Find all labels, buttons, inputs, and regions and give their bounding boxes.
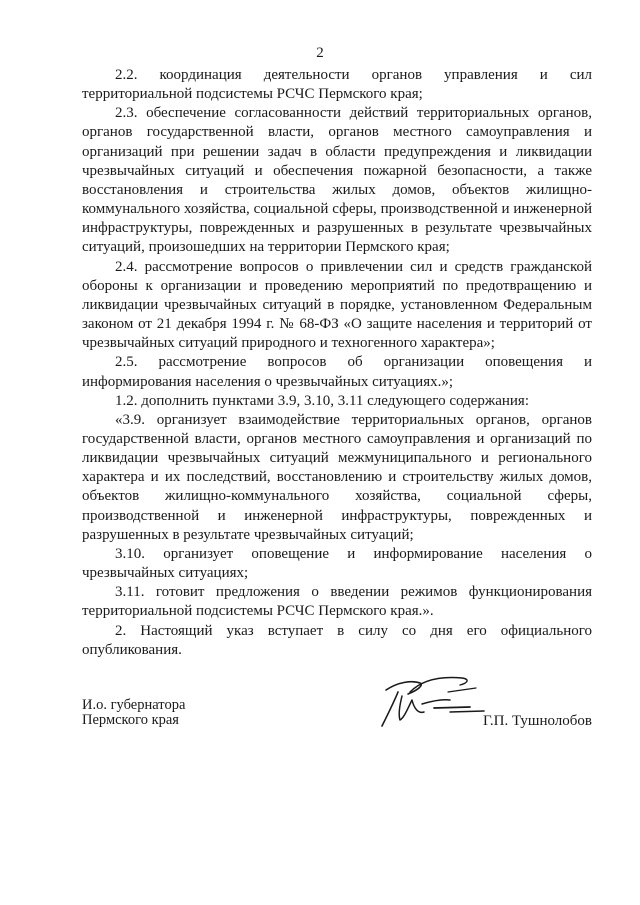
signatory-title	[82, 698, 185, 728]
signatory-name: Г.П. Тушнолобов	[482, 713, 592, 729]
document-body	[82, 66, 592, 660]
page-number: 2	[316, 45, 324, 61]
paragraph-1-2: 1.2. дополнить пунктами 3.9, 3.10, 3.11 следующего содержания:	[115, 392, 529, 409]
handwritten-signature	[378, 674, 498, 732]
signatory-title-line-1: И.о. губернатора	[82, 697, 186, 713]
paragraph-2-4: 2.4. рассмотрение вопросов о привлечении сил и средств гражданской обороны к организации и проведению мероприятий по предотвращению и ликвидации чрезвычайных ситуаций в порядке, установленном Федеральным законом от 21 декабря 1994 г. № 68-ФЗ «О защите населения и территорий от чрезвычайных ситуаций природного и техногенного характера»;	[82, 258, 592, 352]
paragraph-3-11: 3.11. готовит предложения о введении режимов функционирования территориальной подсистемы РСЧС Пермского края.».	[82, 584, 592, 620]
paragraph-2-5: 2.5. рассмотрение вопросов об организации оповещения и информирования населения о чрезвычайных ситуациях.»;	[82, 354, 592, 390]
paragraph-2-2: 2.2. координация деятельности органов управления и сил территориальной подсистемы РСЧС Пермского края;	[82, 67, 592, 103]
paragraph-2-3: 2.3. обеспечение согласованности действий территориальных органов, органов государственной власти, органов местного самоуправления и организаций при решении задач в области предупреждения и ликвидации чрезвычайных ситуаций и обеспечения пожарной безопасности, а также восстановления и строительства жилых домов, объектов жилищно-коммунального хозяйства, социальной сферы, производственной и инженерной инфраструктуры, поврежденных и разрушенных в результате чрезвычайных ситуаций, произошедших на территории Пермского края;	[82, 105, 592, 256]
paragraph-3-9: «3.9. организует взаимодействие территориальных органов, органов государственной власти, органов местного самоуправления и организаций по ликвидации чрезвычайных ситуаций межмуниципального и регионального характера и их последствий, восстановлению и строительству жилых домов, объектов жилищно-коммунального хозяйства, социальной сферы, производственной и инженерной инфраструктуры, поврежденных и разрушенных в результате чрезвычайных ситуаций;	[82, 411, 592, 543]
paragraph-3-10: 3.10. организует оповещение и информирование населения о чрезвычайных ситуациях;	[82, 545, 592, 582]
paragraph-2-effective: 2. Настоящий указ вступает в силу со дня его официального опубликования.	[82, 622, 592, 658]
signatory-title-line-2: Пермского края	[82, 712, 179, 728]
signature-block	[82, 698, 592, 758]
